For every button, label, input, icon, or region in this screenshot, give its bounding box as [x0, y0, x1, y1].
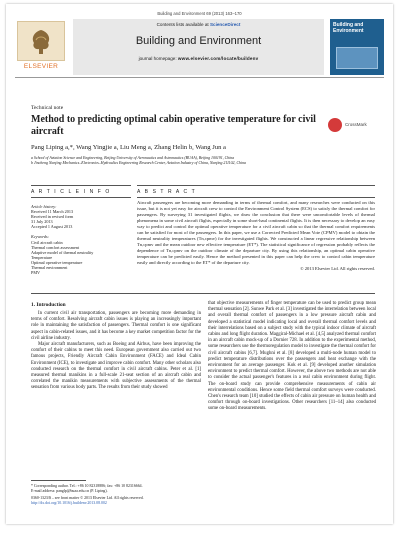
footnote-rule	[31, 480, 86, 481]
contents-line	[73, 22, 324, 27]
abstract-subrule	[137, 197, 375, 198]
abstract-heading: A B S T R A C T	[137, 189, 197, 195]
homepage-link[interactable]: www.elsevier.com/locate/buildenv	[177, 56, 259, 61]
history-heading: Article history:	[31, 204, 57, 209]
revised-date: 31 July 2013	[31, 219, 53, 225]
affiliation-a: a School of Aviation Science and Engineering, Beijing University of Aeronautics and Astronautics (BUAA), Beijing 100191, China	[31, 156, 235, 160]
crossmark-badge[interactable]	[328, 116, 378, 136]
affiliations	[31, 156, 246, 166]
received-date: Received 11 March 2013	[31, 209, 74, 215]
keyword-item: Thermal comfort assessment	[31, 244, 80, 250]
author-list: Pang Liping a,*, Wang Yingjie a, Liu Meng a, Zhang Helin b, Wang Jun a	[31, 144, 226, 151]
issn-line: 0360-1323/$ – see front matter © 2013 Elsevier Ltd. All rights reserved.	[31, 496, 144, 500]
section-heading: 1. Introduction	[31, 302, 66, 308]
footnotes	[31, 484, 201, 506]
affiliation-b: b Jincheng Nanjing Mechanics–Electronics–Hydraulics Engineering Research Center, Aviation Industry of China, Nanjing 211102, China	[31, 161, 246, 165]
crossmark-label: CrossMark	[345, 122, 367, 127]
body-rule	[31, 293, 375, 294]
body-column-right	[208, 301, 376, 413]
body-column-left	[31, 311, 201, 392]
paragraph: that objective measurements of finger temperature can be used to predict group mean thermal sensation [2]. Sunwe Park et al. [3] investigated the interrelation between local and overall thermal comfort of passengers in a low pressure aircraft cabin and developed a statistical model indicating local and overall thermal comfort levels and their interrelations based on a subject study with the typical indoor climate of aircraft cabins and long flight duration. Maggiral-Michael et al. [4,5] analyzed thermal comfort in an aircraft cabin mock-up of a Dornier 728. In addition to the experimental method, some researchers use the thermoregulation model to investigate the thermal comfort for civil aircraft cabins [6,7]. Mughni et al. [8] developed a multi-node human model to predict temperature distributions over the passengers and heat exchange with the environment for an average passenger. Kok et al. [9] developed another simulation environment to predict thermal comfort. However, the above two methods are not able to consider the actual passenger's features in a real cabin environment during flight. The on-board study can provide comprehensive measurements of cabin air environmental conditions. Hence some field thermal comfort surveys were conducted. Chen's research team [10] studied the effects of cabin air pressure on human health and comfort through on-board investigations. Other researchers [11–14] also conducted some on-board measurements.	[208, 301, 376, 412]
keyword-item: Civil aircraft cabin	[31, 239, 63, 245]
journal-banner	[73, 19, 324, 75]
paper-page	[6, 4, 393, 524]
tree-icon	[17, 21, 65, 61]
keyword-item: PMV	[31, 270, 41, 276]
paragraph: Major aircraft manufacturers, such as Boeing and Airbus, have been improving the comfort of their cabins to meet this need. European government also carried out two famous projects, Friendly Aircraft Cabin Environment (FACE) and Ideal Cabin Environment (ICE), to investigate and improve cabin comfort. Many other scholars also conducted research on the thermal comfort in civil aircraft cabins. Peter et al. [1] measured thermal manikins in a full-scale 21-seat section of an aircraft cabin and correlated the manikin measurements with subjective assessments of the thermal sensation from various body parts. The results from their study showed	[31, 342, 201, 391]
keyword-item: Adaptive model of thermal neutrality	[31, 249, 94, 255]
paragraph: In current civil air transportation, passengers are becoming more demanding in terms of comfort. Resolving aircraft cabin issues is playing an increasingly important role in maintaining the satisfaction of passengers. Thermal comfort is one significant aspect in cabin-related issues, and it has become a key market competition factor for the civil airline industry.	[31, 311, 201, 341]
journal-title: Building and Environment	[135, 35, 262, 47]
cover-image	[336, 47, 378, 69]
keyword-item: Temperature	[31, 254, 53, 260]
article-type: Technical note	[31, 105, 64, 111]
journal-homepage	[73, 56, 324, 61]
publisher-wordmark: ELSEVIER	[23, 63, 59, 70]
revised-label: Received in revised form	[31, 214, 74, 220]
info-rule	[31, 185, 131, 186]
accepted-date: Accepted 1 August 2013	[31, 224, 73, 230]
homepage-prefix: journal homepage:	[138, 56, 177, 61]
keywords-heading: Keywords:	[31, 234, 49, 240]
abstract-body	[137, 200, 375, 272]
copyright: © 2013 Elsevier Ltd. All rights reserved.	[300, 266, 375, 271]
corresponding-author: * Corresponding author. Tel.: +86 10 82318886; fax: +86 10 82316664.	[31, 484, 143, 488]
running-header: Building and Environment 69 (2013) 163–170	[157, 11, 242, 16]
doi-link[interactable]: http://dx.doi.org/10.1016/j.buildenv.2013.08.002	[31, 501, 107, 505]
info-subrule	[31, 197, 131, 198]
journal-header	[15, 19, 384, 78]
article-info	[31, 204, 131, 275]
paper-title: Method to predicting optimal cabin operative temperature for civil aircraft	[31, 114, 316, 137]
article-info-heading: A R T I C L E I N F O	[31, 189, 111, 195]
elsevier-logo	[15, 21, 67, 73]
contents-prefix: Contents lists available at	[156, 22, 209, 27]
abstract-rule	[137, 185, 375, 186]
cover-title: Building and Environment	[333, 22, 364, 34]
keyword-item: Thermal environment	[31, 265, 68, 271]
keyword-item: Optimal operative temperature	[31, 259, 83, 265]
crossmark-icon	[328, 118, 342, 132]
abstract-text: Aircraft passengers are becoming more demanding in terms of thermal comfort, and many researches were conducted on this issue, but it is not yet easy for aircraft crew to control the Environment Control System (ECS) to satisfy the thermal comfort for passengers. By surveying 31 investigated flights, we draw the conclusion that there were uncomfortable levels of thermal phenomena in some civil aircraft flights, especially in some short-haul continental flights. It is then necessary to develop an easy way to predict and control the optimal operative temperature for a civil aircraft cabin so that the thermal comfort requirements can be satisfied for most of the passengers. In this paper, we use a Corrected Predicted Mean Vote (CPMV) model to obtain the thermal neutrality temperatures (Tn,cpmv) for the investigated flights. We constructed a linear regressive relationship between Tn,cpmv and the mean outdoor new effective temperature (ET*). The statistical significance of regression probably reflects the dependence of Tn,cpmv on the outdoor climate of the departure city. By using this relationship, an optimal cabin operative temperature can be predicted easily. Hence the method presented in this paper can help the crew to control cabin temperature easily and directly according to the ET* of the departure city.	[137, 200, 375, 265]
email-address[interactable]: E-mail address: panglp@buaa.edu.cn (P. Liping).	[31, 489, 108, 493]
sciencedirect-link[interactable]: ScienceDirect	[209, 22, 241, 27]
journal-cover	[330, 19, 384, 75]
